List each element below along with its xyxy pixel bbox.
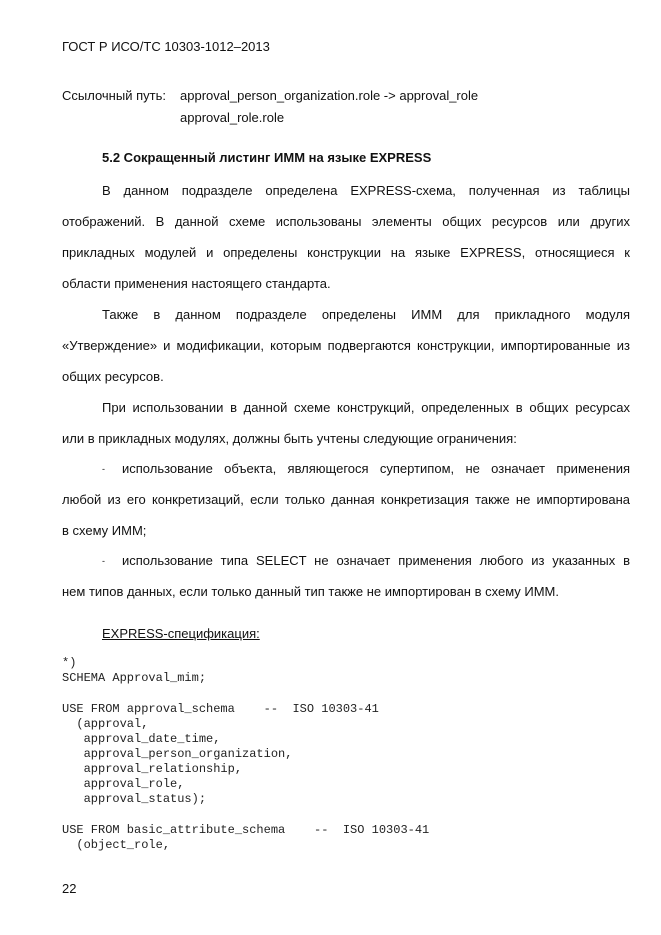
paragraph-2-line-2: «Утверждение» и модификации, которым подвергаются конструкции, импортированные из [62,338,630,353]
list-item-2-bullet: - [102,556,105,566]
list-item-1-line-3: в схему ИММ; [62,523,147,538]
list-item-1-line-2: любой из его конкретизаций, если только данная конкретизация также не импортирована [62,492,630,507]
paragraph-2-line-3: общих ресурсов. [62,369,164,384]
list-item-1-bullet: - [102,464,105,474]
code-block-basic-attribute-schema: USE FROM basic_attribute_schema -- ISO 10303-41 (object_role, [62,823,430,852]
code-block-schema-header: *) SCHEMA Approval_mim; [62,656,207,685]
list-item-2-line-2: нем типов данных, если только данный тип также не импортирован в схему ИММ. [62,584,560,599]
paragraph-1-line-4: области применения настоящего стандарта. [62,276,331,291]
list-item-1-line-1: использование объекта, являющегося супертипом, не означает применения [122,461,630,476]
paragraph-2-line-1: Также в данном подразделе определены ИММ для прикладного модуля [102,307,630,322]
document-header: ГОСТ Р ИСО/ТС 10303-1012–2013 [62,39,270,54]
code-block-approval-schema: USE FROM approval_schema -- ISO 10303-41 (approval, approval_date_time, approval_person_organization, approval_relationship, approval_role, approval_status); [62,702,379,806]
paragraph-3-line-1: При использовании в данной схеме конструкций, определенных в общих ресурсах [102,400,630,415]
express-spec-label: EXPRESS-спецификация: [102,626,260,641]
paragraph-1-line-1: В данном подразделе определена EXPRESS-схема, полученная из таблицы [102,183,630,198]
paragraph-1-line-3: прикладных модулей и определены конструкции на языке EXPRESS, относящиеся к [62,245,630,260]
section-title: 5.2 Сокращенный листинг ИММ на языке EXPRESS [102,150,432,165]
reference-path-label: Ссылочный путь: [62,88,166,103]
reference-path-line-1: approval_person_organization.role -> approval_role [180,88,479,103]
page-number: 22 [62,881,77,896]
paragraph-3-line-2: или в прикладных модулях, должны быть учтены следующие ограничения: [62,431,517,446]
paragraph-1-line-2: отображений. В данной схеме использованы элементы общих ресурсов или других [62,214,630,229]
reference-path-line-2: approval_role.role [180,110,285,125]
list-item-2-line-1: использование типа SELECT не означает применения любого из указанных в [122,553,630,568]
